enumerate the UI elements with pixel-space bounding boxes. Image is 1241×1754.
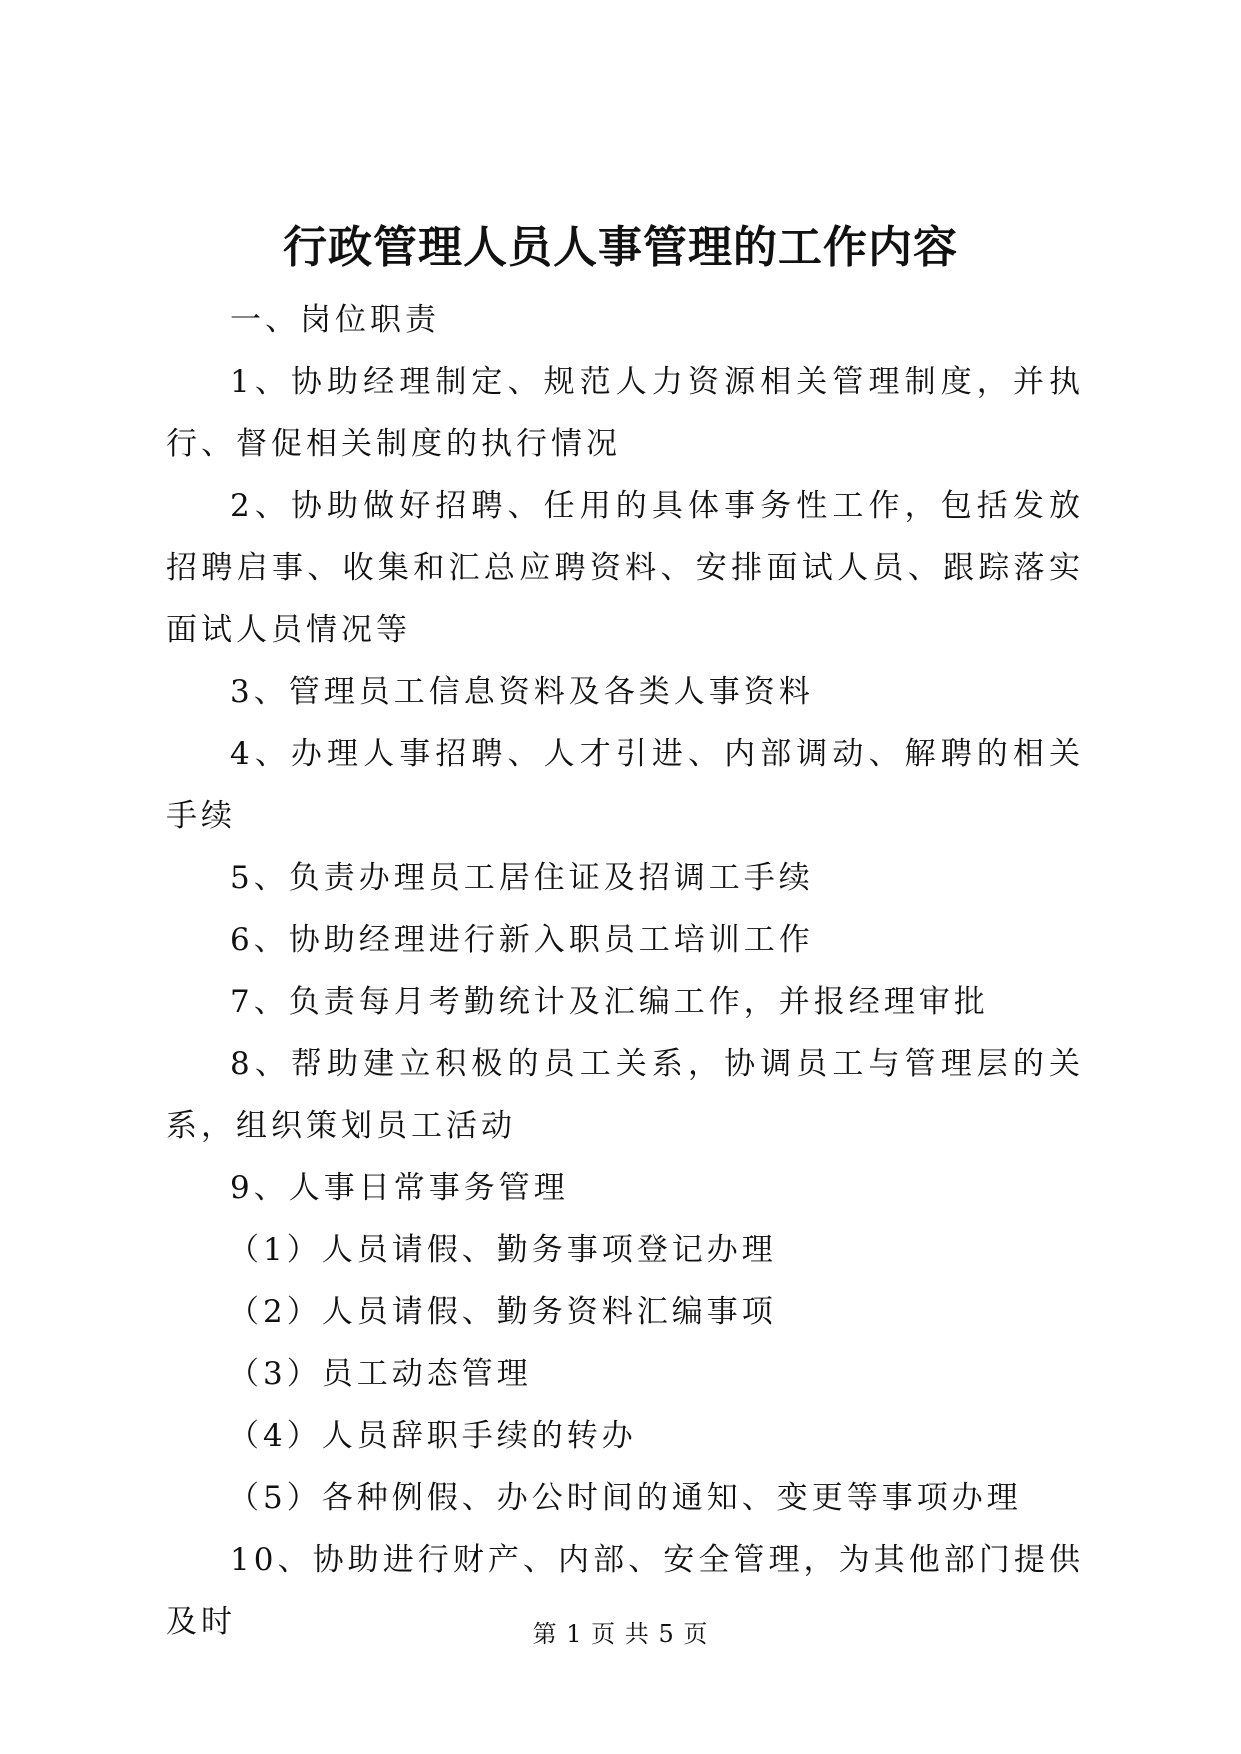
paragraph-item-2: 2、协助做好招聘、任用的具体事务性工作，包括发放招聘启事、收集和汇总应聘资料、安排面试人员、跟踪落实面试人员情况等	[166, 488, 1084, 648]
paragraph-item-8: 8、帮助建立积极的员工关系，协调员工与管理层的关系，组织策划员工活动	[166, 1046, 1084, 1144]
sub-item-4: （4）人员辞职手续的转办	[228, 1418, 637, 1454]
section-heading: 一、岗位职责	[230, 302, 440, 338]
sub-item-3: （3）员工动态管理	[228, 1356, 532, 1392]
paragraph-item-10: 10、协助进行财产、内部、安全管理，为其他部门提供及时	[166, 1542, 1084, 1640]
document-body	[166, 289, 1084, 1653]
paragraph-item-7: 7、负责每月考勤统计及汇编工作，并报经理审批	[230, 984, 989, 1020]
sub-item-1: （1）人员请假、勤务事项登记办理	[228, 1232, 777, 1268]
paragraph-item-5: 5、负责办理员工居住证及招调工手续	[230, 860, 814, 896]
paragraph-item-4: 4、办理人事招聘、人才引进、内部调动、解聘的相关手续	[166, 736, 1084, 834]
paragraph-item-6: 6、协助经理进行新入职员工培训工作	[230, 922, 814, 958]
paragraph-item-3: 3、管理员工信息资料及各类人事资料	[230, 674, 814, 710]
page-footer: 第 1 页 共 5 页	[532, 1620, 709, 1648]
paragraph-item-9: 9、人事日常事务管理	[230, 1170, 569, 1206]
sub-item-2: （2）人员请假、勤务资料汇编事项	[228, 1294, 777, 1330]
document-title: 行政管理人员人事管理的工作内容	[283, 222, 958, 273]
sub-item-5: （5）各种例假、办公时间的通知、变更等事项办理	[228, 1480, 1022, 1516]
paragraph-item-1: 1、协助经理制定、规范人力资源相关管理制度，并执行、督促相关制度的执行情况	[166, 364, 1084, 462]
